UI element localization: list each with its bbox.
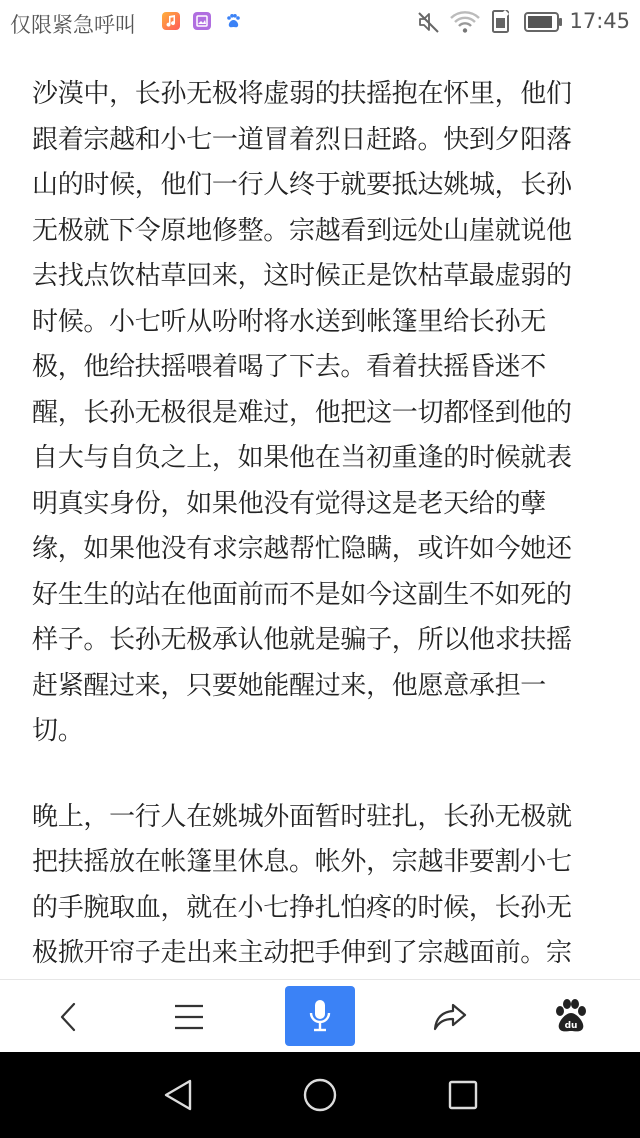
share-icon [433,1002,467,1036]
menu-icon [174,1003,204,1035]
nav-home-icon [303,1078,337,1116]
voice-search-button[interactable] [285,986,355,1046]
status-bar [0,0,640,44]
browser-toolbar [0,979,640,1053]
back-icon [58,1002,78,1036]
carrier-text: 仅限紧急呼叫 [10,13,136,37]
nav-recents-button[interactable] [412,1052,512,1138]
wifi-icon [449,10,481,38]
baidu-app-icon [224,12,242,30]
android-navigation-bar [0,1052,640,1138]
article-paragraph-2: 晚上，一行人在姚城外面暂时驻扎，长孙无极就把扶摇放在帐篷里休息。帐外，宗越非要割小七的手腕取血，就在小七挣扎怕疼的时候，长孙无极掀开帘子走出来主动把手伸到了宗越面前。宗 [32,801,572,968]
svg-text:du: du [564,1021,578,1031]
nav-home-button[interactable] [270,1052,370,1138]
nav-back-button[interactable] [128,1052,228,1138]
mute-icon [416,10,442,38]
article-paragraph-1: 沙漠中，长孙无极将虚弱的扶摇抱在怀里，他们跟着宗越和小七一道冒着烈日赶路。快到夕阳落山的时候，他们一行人终于就要抵达姚城，长孙无极就下令原地修整。宗越看到远处山崖就说他去找点饮枯草回来，这时候正是饮枯草最虚弱的时候。小七听从吩咐将水送到帐篷里给长孙无极，他给扶摇喂着喝了下去。看着扶摇昏迷不醒，长孙无极很是难过，他把这一切都怪到他的自大与自负之上，如果他在当初重逢的时候就表明真实身份，如果他没有觉得这是老天给的孽缘，如果他没有求宗越帮忙隐瞒，或许如今她还好生生的站在他面前而不是如今这副生不如死的样子。长孙无极承认他就是骗子，所以他求扶摇赶紧醒过来，只要她能醒过来，他愿意承担一切。 [32,79,572,746]
status-time: 17:45 [569,9,630,33]
sim-icon [489,9,513,39]
article-body [32,72,590,1017]
share-button[interactable] [405,980,495,1053]
nav-recents-icon [448,1080,478,1114]
baidu-home-button[interactable] [525,980,615,1053]
music-app-icon [162,12,180,30]
menu-button[interactable] [143,980,233,1053]
gallery-app-icon [193,12,211,30]
back-button[interactable] [26,980,116,1053]
microphone-icon [308,999,332,1037]
battery-icon [524,11,564,37]
baidu-paw-icon [554,998,588,1038]
nav-back-icon [162,1078,194,1116]
